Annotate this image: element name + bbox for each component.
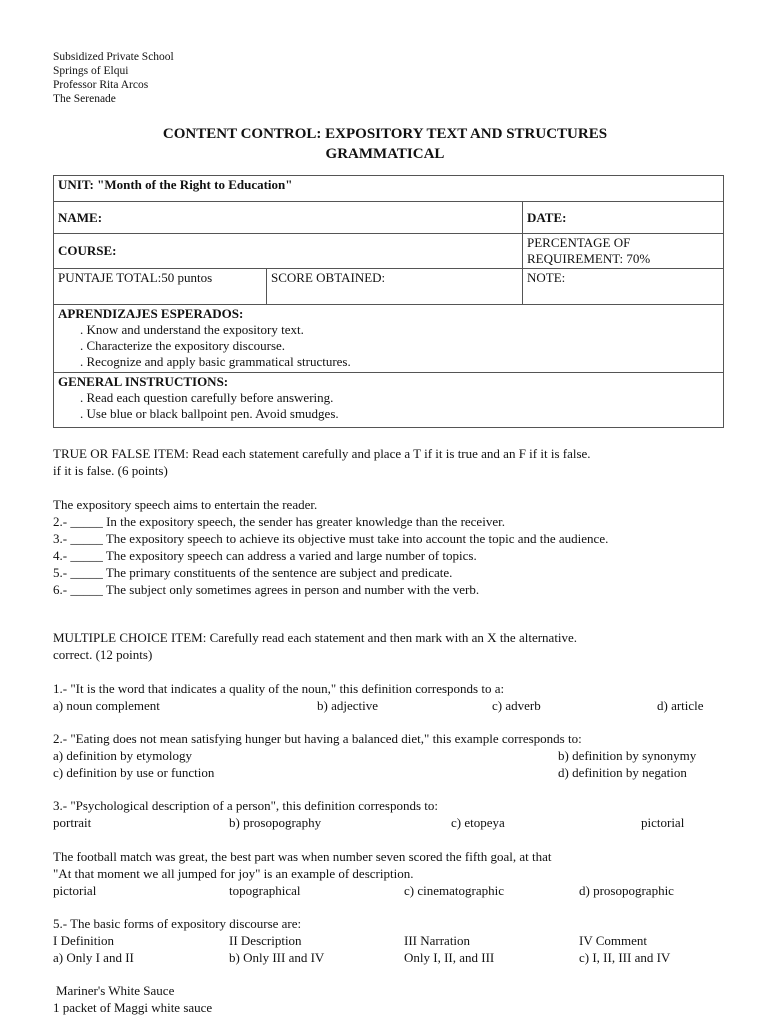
option-b: b) adjective bbox=[317, 698, 378, 713]
question-2 bbox=[53, 730, 725, 781]
option-b: topographical bbox=[229, 883, 301, 898]
option-c: c) adverb bbox=[492, 698, 541, 713]
question-text-line-2: "At that moment we all jumped for joy" is an example of description. bbox=[53, 866, 414, 881]
aprendizaje-item: . Characterize the expository discourse. bbox=[80, 338, 286, 353]
option-a: a) Only I and II bbox=[53, 950, 134, 965]
date-cell: DATE: bbox=[523, 202, 724, 234]
page-title bbox=[60, 124, 710, 164]
tf-item: 2.- _____ In the expository speech, the sender has greater knowledge than the receiver. bbox=[53, 514, 505, 529]
course-cell: COURSE: bbox=[54, 234, 523, 269]
aprendizaje-item: . Know and understand the expository text. bbox=[80, 322, 304, 337]
option-a: a) definition by etymology bbox=[53, 748, 193, 763]
name-cell: NAME: bbox=[54, 202, 523, 234]
option-b: b) definition by synonymy bbox=[558, 748, 697, 763]
question-text: 1.- "It is the word that indicates a quality of the noun," this definition corresponds to a: bbox=[53, 681, 505, 696]
option-c: c) etopeya bbox=[451, 815, 505, 830]
tf-item: 6.- _____ The subject only sometimes agrees in person and number with the verb. bbox=[53, 582, 480, 597]
tf-intro-line-1: TRUE OR FALSE ITEM: Read each statement carefully and place a T if it is true and an F if it is false. bbox=[53, 446, 591, 461]
aprendizaje-item: . Recognize and apply basic grammatical structures. bbox=[80, 354, 351, 369]
footer-line-2: 1 packet of Maggi white sauce bbox=[53, 1000, 213, 1015]
footer-text bbox=[53, 982, 212, 1016]
option-c: Only I, II, and III bbox=[404, 950, 495, 965]
info-table bbox=[53, 175, 724, 428]
question-1 bbox=[53, 680, 725, 714]
school-place: Springs of Elqui bbox=[53, 65, 129, 77]
footer-line-1: Mariner's White Sauce bbox=[56, 983, 175, 998]
instruction-item: . Read each question carefully before answering. bbox=[80, 390, 334, 405]
aprendizajes-cell bbox=[54, 305, 724, 373]
option-a: portrait bbox=[53, 815, 92, 830]
tf-intro-line-2: if it is false. (6 points) bbox=[53, 463, 168, 478]
question-text: 2.- "Eating does not mean satisfying hunger but having a balanced diet," this example corresponds to: bbox=[53, 731, 582, 746]
form-i: I Definition bbox=[53, 933, 115, 948]
form-iii: III Narration bbox=[404, 933, 471, 948]
tf-item: 4.- _____ The expository speech can address a varied and large number of topics. bbox=[53, 548, 477, 563]
puntaje-cell: PUNTAJE TOTAL:50 puntos bbox=[54, 269, 267, 305]
multiple-choice-intro bbox=[53, 629, 577, 663]
percentage-cell bbox=[523, 234, 724, 269]
question-text: 5.- The basic forms of expository discourse are: bbox=[53, 916, 302, 931]
question-5 bbox=[53, 915, 725, 966]
tf-item: 5.- _____ The primary constituents of the sentence are subject and predicate. bbox=[53, 565, 453, 580]
instruction-item: . Use blue or black ballpoint pen. Avoid smudges. bbox=[80, 406, 339, 421]
percentage-line-2: REQUIREMENT: 70% bbox=[527, 251, 651, 266]
mc-intro-line-1: MULTIPLE CHOICE ITEM: Carefully read each statement and then mark with an X the alternative. bbox=[53, 630, 578, 645]
tf-item: The expository speech aims to entertain the reader. bbox=[53, 497, 318, 512]
option-d: d) definition by negation bbox=[558, 765, 687, 780]
form-ii: II Description bbox=[229, 933, 302, 948]
option-d: c) I, II, III and IV bbox=[579, 950, 671, 965]
percentage-line-1: PERCENTAGE OF bbox=[527, 235, 631, 250]
option-a: pictorial bbox=[53, 883, 97, 898]
true-false-section bbox=[53, 445, 608, 598]
option-b: b) prosopography bbox=[229, 815, 322, 830]
school-name: Subsidized Private School bbox=[53, 51, 174, 63]
instructions-title: GENERAL INSTRUCTIONS: bbox=[58, 374, 229, 389]
option-c: c) cinematographic bbox=[404, 883, 504, 898]
question-text-line-1: The football match was great, the best part was when number seven scored the fifth goal, at that bbox=[53, 849, 552, 864]
form-iv: IV Comment bbox=[579, 933, 648, 948]
score-cell: SCORE OBTAINED: bbox=[267, 269, 523, 305]
option-b: b) Only III and IV bbox=[229, 950, 325, 965]
instructions-cell bbox=[54, 373, 724, 428]
option-d: pictorial bbox=[641, 815, 685, 830]
mc-intro-line-2: correct. (12 points) bbox=[53, 647, 153, 662]
unit-cell: UNIT: "Month of the Right to Education" bbox=[54, 176, 724, 202]
school-header bbox=[53, 50, 174, 106]
aprendizajes-title: APRENDIZAJES ESPERADOS: bbox=[58, 306, 244, 321]
option-d: d) article bbox=[657, 698, 704, 713]
note-cell: NOTE: bbox=[523, 269, 724, 305]
question-text: 3.- "Psychological description of a person", this definition corresponds to: bbox=[53, 798, 439, 813]
question-3 bbox=[53, 797, 725, 831]
option-a: a) noun complement bbox=[53, 698, 160, 713]
school-serenade: The Serenade bbox=[53, 93, 116, 105]
tf-item: 3.- _____ The expository speech to achieve its objective must take into account the topic and the audience. bbox=[53, 531, 609, 546]
option-c: c) definition by use or function bbox=[53, 765, 215, 780]
title-line-2: GRAMMATICAL bbox=[325, 146, 445, 162]
question-4 bbox=[53, 848, 725, 899]
option-d: d) prosopographic bbox=[579, 883, 674, 898]
title-line-1: CONTENT CONTROL: EXPOSITORY TEXT AND STRUCTURES bbox=[162, 126, 608, 142]
professor-name: Professor Rita Arcos bbox=[53, 79, 149, 91]
